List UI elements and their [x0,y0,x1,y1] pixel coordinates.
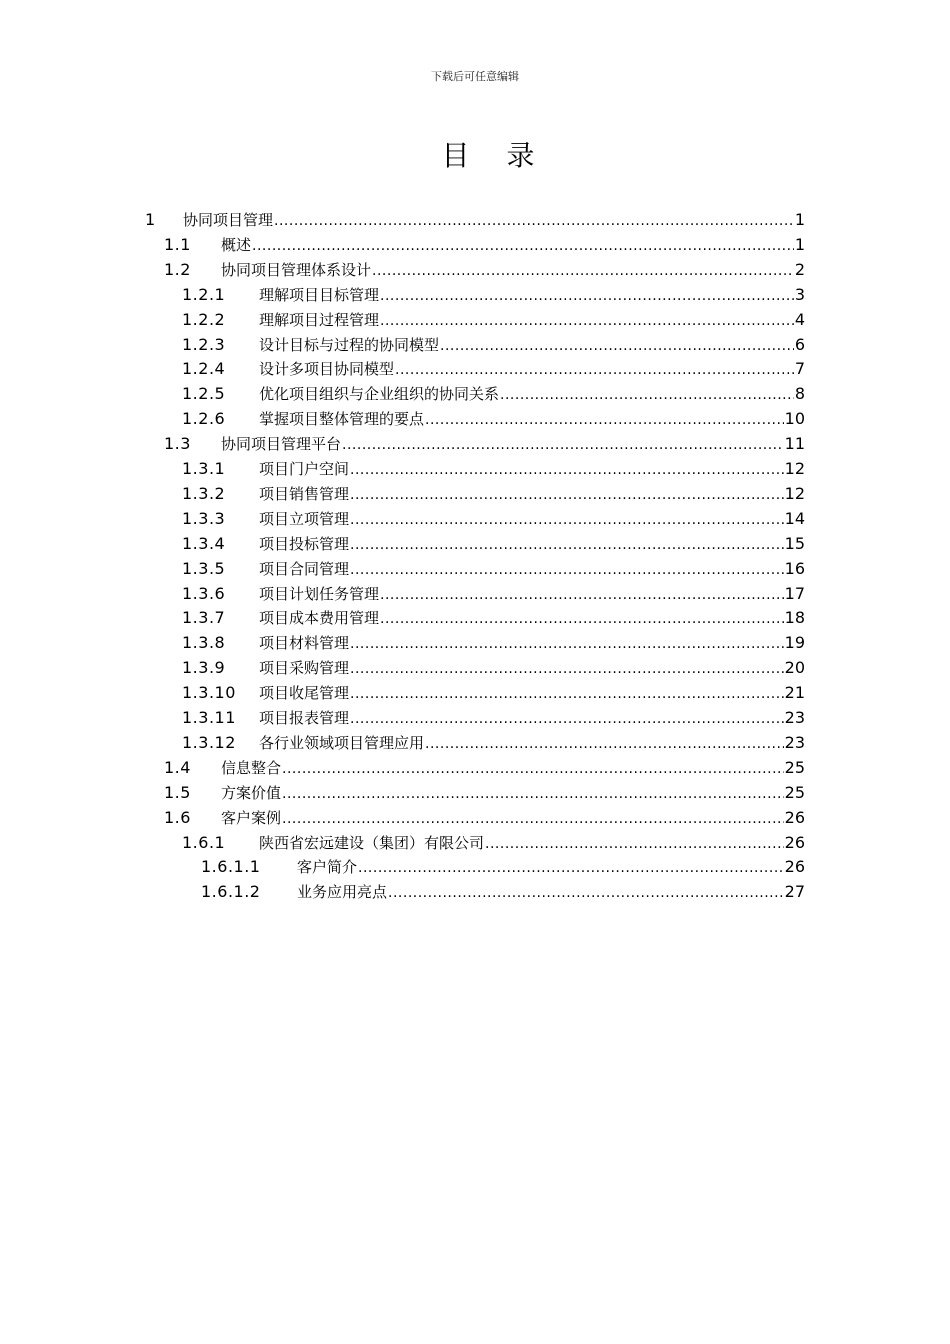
toc-entry-number: 1.3.9 [182,658,226,678]
toc-entry-title: 项目投标管理 [259,534,350,553]
toc-entry-title: 方案价值 [221,783,282,802]
toc-entry[interactable] [182,282,805,307]
toc-entry-number: 1.2.6 [182,409,226,429]
toc-entry[interactable] [182,307,805,332]
toc-dot-leader [350,558,784,581]
toc-entry-title: 掌握项目整体管理的要点 [259,410,425,429]
toc-entry-number: 1.3.11 [182,708,236,727]
toc-entry-page: 3 [794,284,805,304]
toc-entry-page: 25 [784,757,805,777]
toc-entry-page: 7 [794,359,805,379]
toc-entry[interactable] [182,680,805,705]
toc-entry-title: 客户案例 [221,808,282,827]
toc-entry-number: 1.6.1.2 [201,882,261,902]
toc-dot-leader [350,458,784,481]
toc-entry-page: 23 [784,732,805,752]
toc-entry-title: 优化项目组织与企业组织的协同关系 [259,385,500,404]
toc-entry[interactable] [182,655,805,680]
toc-entry[interactable] [182,830,805,855]
toc-dot-leader [485,832,784,855]
toc-dot-leader [274,209,794,232]
toc-dot-leader [388,881,784,904]
toc-entry-number: 1.2.1 [182,284,226,304]
toc-entry-page: 2 [794,259,805,279]
toc-entry[interactable] [182,481,805,506]
toc-entry[interactable] [182,556,805,581]
toc-entry-page: 26 [784,832,805,852]
toc-entry[interactable] [201,854,805,879]
toc-entry[interactable] [145,207,805,232]
toc-dot-leader [380,284,794,307]
toc-entry-number: 1.6 [164,807,191,827]
toc-entry[interactable] [182,332,805,357]
toc-entry-number: 1.6.1.1 [201,857,261,877]
toc-entry-page: 17 [784,583,805,603]
toc-dot-leader [380,583,784,606]
header-note: 下载后可任意编辑 [431,70,519,83]
page-title: 目 录 [441,139,549,172]
toc-dot-leader [440,334,794,357]
toc-entry-number: 1.3.3 [182,508,226,528]
toc-entry-title: 协同项目管理体系设计 [221,260,372,279]
toc-entry-number: 1.3.2 [182,483,226,503]
toc-entry[interactable] [182,581,805,606]
toc-dot-leader [358,856,784,879]
toc-entry-page: 16 [784,558,805,578]
toc-dot-leader [425,732,784,755]
toc-dot-leader [395,358,794,381]
toc-dot-leader [350,632,784,655]
toc-entry-page: 12 [784,459,805,478]
toc-dot-leader [342,433,784,456]
toc-entry-number: 1.3.1 [182,459,226,478]
toc-dot-leader [282,757,784,780]
toc-entry-number: 1.5 [164,782,191,802]
toc-dot-leader [282,782,784,805]
toc-entry-number: 1.2.4 [182,359,226,379]
toc-entry-page: 10 [784,409,805,429]
toc-entry-title: 协同项目管理平台 [221,435,342,454]
toc-dot-leader [350,508,784,531]
toc-entry-page: 20 [784,658,805,678]
toc-entry-page: 26 [784,807,805,827]
toc-dot-leader [350,657,784,680]
toc-entry-title: 设计目标与过程的协同模型 [259,335,440,354]
toc-dot-leader [380,309,794,332]
toc-entry[interactable] [182,531,805,556]
toc-entry-page: 11 [784,434,805,454]
toc-entry-title: 项目门户空间 [259,460,350,478]
toc-entry-number: 1.2.2 [182,309,226,329]
toc-entry-title: 各行业领域项目管理应用 [259,733,425,752]
toc-entry-number: 1.3 [164,434,191,454]
toc-entry[interactable] [164,805,805,830]
toc-dot-leader [500,383,794,406]
toc-entry[interactable] [182,381,805,406]
toc-entry[interactable] [201,879,805,904]
toc-entry-title: 项目计划任务管理 [259,584,380,603]
toc-entry-page: 26 [784,857,805,877]
toc-entry-page: 4 [794,309,805,329]
toc-entry-page: 14 [784,508,805,528]
toc-entry[interactable] [164,257,805,282]
toc-entry-number: 1.3.4 [182,533,226,553]
toc-dot-leader [350,682,784,705]
toc-entry-number: 1.3.7 [182,608,226,628]
toc-entry-title: 项目收尾管理 [259,684,350,703]
toc-entry-page: 23 [784,708,805,727]
toc-entry-title: 项目采购管理 [259,659,350,678]
toc-entry-page: 21 [784,683,805,703]
toc-entry-title: 理解项目过程管理 [259,310,380,329]
toc-entry-page: 25 [784,782,805,802]
toc-entry-title: 项目合同管理 [259,559,350,578]
toc-entry-title: 理解项目目标管理 [259,285,380,304]
toc-entry-number: 1.3.5 [182,558,226,578]
toc-entry[interactable] [182,605,805,630]
toc-entry-number: 1.6.1 [182,832,226,852]
toc-entry-title: 项目立项管理 [259,509,350,528]
toc-entry[interactable] [164,780,805,805]
toc-entry-number: 1.4 [164,757,191,777]
toc-entry[interactable] [182,506,805,531]
toc-entry-number: 1.3.6 [182,583,226,603]
toc-entry-page: 19 [784,633,805,653]
toc-entry-page: 18 [784,608,805,628]
toc-dot-leader [350,483,784,506]
toc-entry-number: 1.2 [164,259,191,279]
toc-entry-title: 客户简介 [297,858,358,877]
toc-dot-leader [350,533,784,556]
toc-dot-leader [380,607,784,630]
toc-entry-title: 项目报表管理 [259,709,350,727]
toc-entry-number: 1.1 [164,234,191,254]
toc-entry[interactable] [182,630,805,655]
toc-entry-page: 27 [784,882,805,902]
toc-entry[interactable] [182,730,805,755]
toc-entry-page: 12 [784,483,805,503]
toc-entry-number: 1.3.12 [182,732,236,752]
toc-dot-leader [282,807,784,830]
toc-entry[interactable] [164,755,805,780]
toc-entry-title: 陕西省宏远建设（集团）有限公司 [259,833,485,852]
toc-entry-page: 15 [784,533,805,553]
toc-entry-page: 8 [794,384,805,404]
toc-entry-number: 1.3.10 [182,683,236,703]
toc-entry-title: 概述 [221,235,252,254]
toc-dot-leader [350,707,784,730]
toc-entry-page: 1 [794,234,805,254]
toc-entry-title: 协同项目管理 [183,211,274,229]
toc-entry[interactable] [182,356,805,381]
toc-entry-number: 1.3.8 [182,633,226,653]
toc-dot-leader [252,234,794,257]
toc-dot-leader [372,259,794,282]
toc-entry-title: 信息整合 [221,758,282,777]
toc-entry[interactable] [182,705,805,730]
toc-entry-number: 1.2.3 [182,334,226,354]
toc-entry-page: 6 [794,334,805,354]
toc-entry[interactable] [164,232,805,257]
toc-entry-title: 项目销售管理 [259,484,350,503]
toc-entry-title: 设计多项目协同模型 [259,360,395,379]
toc-entry-number: 1 [145,210,156,229]
toc-entry-page: 1 [794,210,805,229]
toc-entry[interactable] [164,431,805,456]
toc-entry-title: 项目成本费用管理 [259,609,380,628]
toc-entry-title: 业务应用亮点 [297,883,388,902]
toc-entry-number: 1.2.5 [182,384,226,404]
toc-entry-title: 项目材料管理 [259,634,350,653]
toc-entry[interactable] [182,406,805,431]
toc-entry[interactable] [182,456,805,481]
toc-dot-leader [425,408,784,431]
